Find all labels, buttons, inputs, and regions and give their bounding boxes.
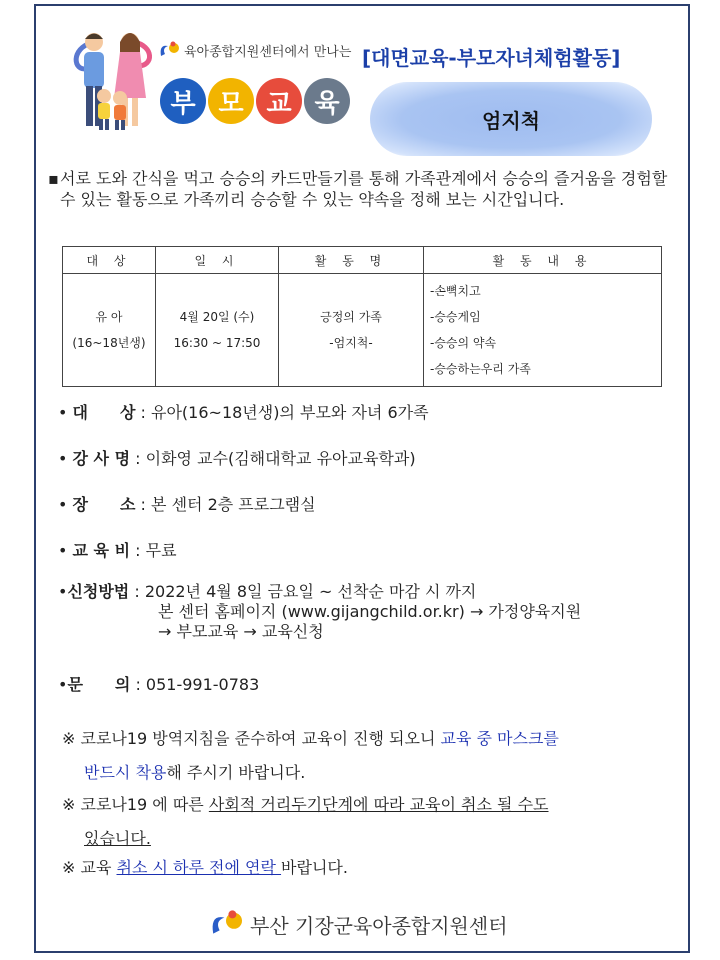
- info-label: 문 의: [67, 675, 131, 694]
- info-value: : 무료: [135, 541, 177, 560]
- center-logo-icon: [208, 908, 244, 940]
- cell-target: [63, 274, 156, 387]
- header-datetime: 일 시: [156, 247, 279, 274]
- distancing-underline: 사회적 거리두기단계에 따라 교육이 취소 될 수도: [208, 795, 549, 814]
- info-value: : 2022년 4월 8일 금요일 ~ 선착순 마감 시 까지: [134, 582, 477, 601]
- activity-item: -손뼉치고: [430, 284, 481, 298]
- family-illustration: [68, 22, 160, 134]
- notice-cancel-contact: ※ 교육 취소 시 하루 전에 연락 바랍니다.: [62, 858, 348, 877]
- info-label: 대 상: [72, 403, 136, 422]
- schedule-table: [62, 246, 662, 387]
- program-title: 엄지척: [482, 108, 540, 133]
- activity-item: -승승의 약속: [430, 336, 497, 350]
- brand-circles: [160, 78, 350, 124]
- notice-mask: ※ 코로나19 방역지침을 준수하여 교육이 진행 되오니 교육 중 마스크를 반드시 착용해 주시기 바랍니다.: [62, 729, 559, 782]
- intro-paragraph: [48, 168, 670, 210]
- notice-cancellation-risk: ※ 코로나19 에 따른 사회적 거리두기단계에 따라 교육이 취소 될 수도 있습니다.: [62, 795, 549, 848]
- mask-emphasis: 교육 중 마스크를: [440, 729, 559, 748]
- activity-item: -승승게임: [430, 310, 481, 324]
- category-title: [대면교육-부모자녀체험활동]: [362, 46, 621, 70]
- distancing-underline-cont: 있습니다.: [84, 829, 151, 848]
- target-line1: 유 아: [95, 310, 123, 324]
- cell-activity-content: [424, 274, 662, 387]
- brand-char-1: 부: [160, 78, 206, 124]
- info-target: • 대 상 : 유아(16~18년생)의 부모와 자녀 6가족: [58, 400, 429, 423]
- info-fee: • 교 육 비 : 무료: [58, 538, 177, 561]
- activity-item: -승승하는우리 가족: [430, 362, 531, 376]
- info-label: 교 육 비: [72, 541, 131, 560]
- brand-char-4: 육: [304, 78, 350, 124]
- table-header-row: [63, 247, 662, 274]
- center-name: 부산 기장군육아종합지원센터: [250, 913, 508, 938]
- header-activity-name: 활 동 명: [279, 247, 424, 274]
- cell-activity-name: [279, 274, 424, 387]
- table-row: [63, 274, 662, 387]
- info-contact: •문 의 : 051-991-0783: [58, 672, 259, 695]
- name-line1: 긍정의 가족: [320, 310, 382, 324]
- header-target: 대 상: [63, 247, 156, 274]
- info-value: : 본 센터 2층 프로그램실: [140, 495, 316, 514]
- header-activity-content: 활 동 내 용: [424, 247, 662, 274]
- application-line3: → 부모교육 → 교육신청: [158, 622, 324, 641]
- intro-text: 서로 도와 간식을 먹고 승승의 카드만들기를 통해 가족관계에서 승승의 즐거움을 경험할 수 있는 활동으로 가족끼리 승승할 수 있는 약속을 정해 보는 시간입니다.: [60, 169, 668, 209]
- date-line2: 16:30 ~ 17:50: [173, 336, 261, 350]
- program-title-pill: [370, 82, 652, 156]
- target-line2: (16~18년생): [72, 336, 146, 350]
- info-application: •신청방법 : 2022년 4월 8일 금요일 ~ 선착순 마감 시 까지 본 센터 홈페이지 (www.gijangchild.or.kr) → 가정양육지원 → 부모교육 → 교육신청: [58, 582, 582, 641]
- info-value: : 이화영 교수(김해대학교 유아교육학과): [135, 449, 416, 468]
- brand-subtitle: 육아종합지원센터에서 만나는: [158, 40, 351, 60]
- brand-char-2: 모: [208, 78, 254, 124]
- application-line2: 본 센터 홈페이지 (www.gijangchild.or.kr) → 가정양육지원: [158, 602, 582, 621]
- brand-char-3: 교: [256, 78, 302, 124]
- info-label: 장 소: [72, 495, 136, 514]
- footer: [208, 908, 508, 940]
- info-location: • 장 소 : 본 센터 2층 프로그램실: [58, 492, 316, 515]
- info-instructor: • 강 사 명 : 이화영 교수(김해대학교 유아교육학과): [58, 446, 416, 469]
- info-label: 강 사 명: [72, 449, 131, 468]
- cancel-contact-emphasis: 취소 시 하루 전에 연락: [116, 858, 282, 877]
- info-value: : 051-991-0783: [135, 675, 260, 694]
- mask-required: 반드시 착용: [84, 763, 167, 782]
- info-label: 신청방법: [67, 582, 130, 601]
- cell-datetime: [156, 274, 279, 387]
- name-line2: -엄지척-: [329, 336, 373, 350]
- center-logo-icon: [158, 40, 180, 60]
- info-value: : 유아(16~18년생)의 부모와 자녀 6가족: [140, 403, 429, 422]
- intro-bullet: ▪: [48, 169, 59, 188]
- date-line1: 4월 20일 (수): [179, 310, 255, 324]
